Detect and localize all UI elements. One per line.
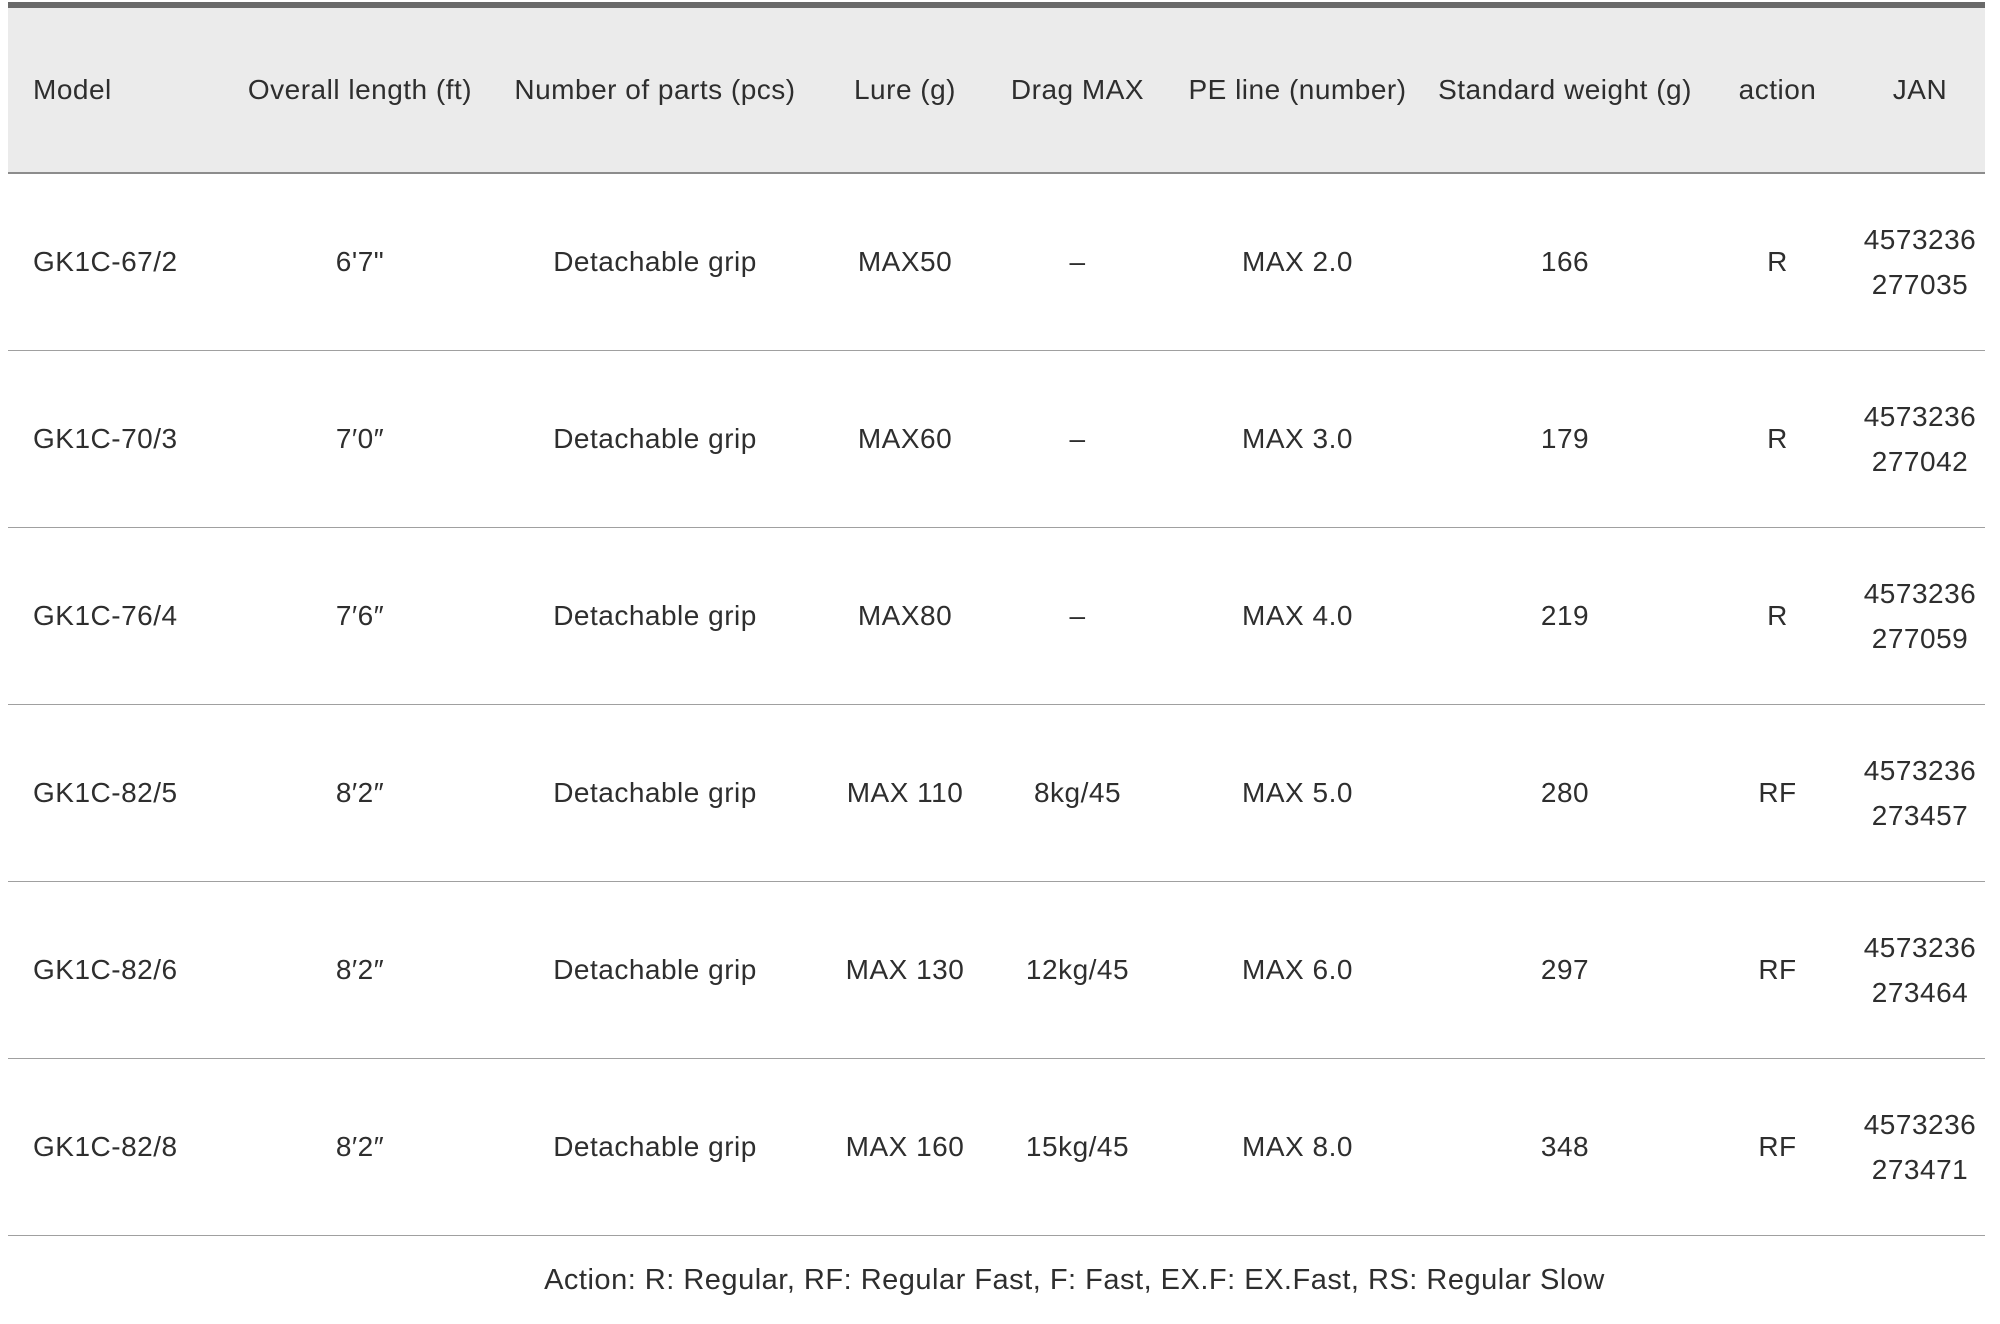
jan-line-1: 4573236: [1863, 1109, 1977, 1140]
footnote-area: [8, 1236, 1985, 1324]
cell-jan: [1855, 351, 1985, 527]
jan-line-2: 277042: [1871, 446, 1969, 477]
column-header-jan: JAN: [1892, 74, 1948, 105]
table-header-row: [8, 8, 1985, 174]
column-header-number-of-parts: Number of parts (pcs): [514, 74, 796, 105]
cell-model: GK1C-67/2: [33, 246, 178, 277]
cell-drag-max: –: [1069, 600, 1086, 631]
table-row: [8, 174, 1985, 351]
cell-model: GK1C-82/5: [33, 777, 178, 808]
cell-action: R: [1767, 600, 1788, 631]
cell-standard-weight: 219: [1540, 600, 1590, 631]
column-header-action: action: [1738, 74, 1817, 105]
jan-line-2: 277035: [1871, 269, 1969, 300]
cell-pe-line: MAX 8.0: [1242, 1131, 1353, 1162]
jan-line-1: 4573236: [1863, 224, 1977, 255]
cell-lure: MAX50: [857, 246, 953, 277]
cell-action: R: [1767, 423, 1788, 454]
cell-standard-weight: 280: [1540, 777, 1590, 808]
action-legend: Action: R: Regular, RF: Regular Fast, F: Fast, EX.F: EX.Fast, RS: Regular Slow: [544, 1263, 1605, 1296]
table-row: [8, 705, 1985, 882]
product-spec-table: [8, 2, 1985, 1324]
jan-line-2: 273471: [1871, 1154, 1969, 1185]
cell-overall-length: 8′2″: [335, 954, 385, 985]
jan-line-1: 4573236: [1863, 578, 1977, 609]
jan-line-2: 273457: [1871, 800, 1969, 831]
jan-line-1: 4573236: [1863, 932, 1977, 963]
cell-overall-length: 6'7": [335, 246, 385, 277]
cell-lure: MAX 130: [845, 954, 965, 985]
cell-overall-length: 7′0″: [335, 423, 385, 454]
cell-pe-line: MAX 2.0: [1242, 246, 1353, 277]
cell-action: R: [1767, 246, 1788, 277]
cell-standard-weight: 348: [1540, 1131, 1590, 1162]
cell-lure: MAX80: [857, 600, 953, 631]
cell-number-of-parts: Detachable grip: [553, 600, 757, 631]
cell-number-of-parts: Detachable grip: [553, 1131, 757, 1162]
cell-number-of-parts: Detachable grip: [553, 777, 757, 808]
jan-line-1: 4573236: [1863, 401, 1977, 432]
cell-standard-weight: 297: [1540, 954, 1590, 985]
cell-drag-max: –: [1069, 423, 1086, 454]
cell-lure: MAX 160: [845, 1131, 965, 1162]
cell-jan: [1855, 174, 1985, 350]
table-row: [8, 528, 1985, 705]
column-header-lure: Lure (g): [853, 74, 957, 105]
cell-model: GK1C-82/8: [33, 1131, 178, 1162]
cell-number-of-parts: Detachable grip: [553, 954, 757, 985]
cell-lure: MAX60: [857, 423, 953, 454]
cell-lure: MAX 110: [846, 777, 964, 808]
column-header-pe-line: PE line (number): [1188, 74, 1407, 105]
cell-model: GK1C-76/4: [33, 600, 178, 631]
jan-line-2: 277059: [1871, 623, 1969, 654]
cell-model: GK1C-70/3: [33, 423, 178, 454]
cell-pe-line: MAX 3.0: [1242, 423, 1353, 454]
cell-jan: [1855, 882, 1985, 1058]
cell-jan: [1855, 1059, 1985, 1235]
cell-action: RF: [1758, 954, 1797, 985]
jan-line-2: 273464: [1871, 977, 1969, 1008]
cell-pe-line: MAX 4.0: [1242, 600, 1353, 631]
column-header-drag-max: Drag MAX: [1010, 74, 1145, 105]
cell-number-of-parts: Detachable grip: [553, 246, 757, 277]
cell-drag-max: 15kg/45: [1025, 1131, 1130, 1162]
cell-standard-weight: 179: [1540, 423, 1590, 454]
cell-drag-max: 8kg/45: [1033, 777, 1122, 808]
cell-jan: [1855, 528, 1985, 704]
table-row: [8, 882, 1985, 1059]
jan-line-1: 4573236: [1863, 755, 1977, 786]
table-row: [8, 351, 1985, 528]
cell-model: GK1C-82/6: [33, 954, 178, 985]
cell-action: RF: [1758, 1131, 1797, 1162]
cell-pe-line: MAX 5.0: [1242, 777, 1353, 808]
cell-jan: [1855, 705, 1985, 881]
cell-action: RF: [1758, 777, 1797, 808]
column-header-overall-length: Overall length (ft): [247, 74, 473, 105]
column-header-standard-weight: Standard weight (g): [1438, 74, 1692, 105]
cell-overall-length: 8′2″: [335, 777, 385, 808]
cell-standard-weight: 166: [1540, 246, 1590, 277]
cell-number-of-parts: Detachable grip: [553, 423, 757, 454]
column-header-model: Model: [33, 74, 112, 105]
cell-drag-max: 12kg/45: [1025, 954, 1130, 985]
cell-overall-length: 7′6″: [335, 600, 385, 631]
cell-overall-length: 8′2″: [335, 1131, 385, 1162]
cell-pe-line: MAX 6.0: [1242, 954, 1353, 985]
cell-drag-max: –: [1069, 246, 1086, 277]
table-row: [8, 1059, 1985, 1236]
